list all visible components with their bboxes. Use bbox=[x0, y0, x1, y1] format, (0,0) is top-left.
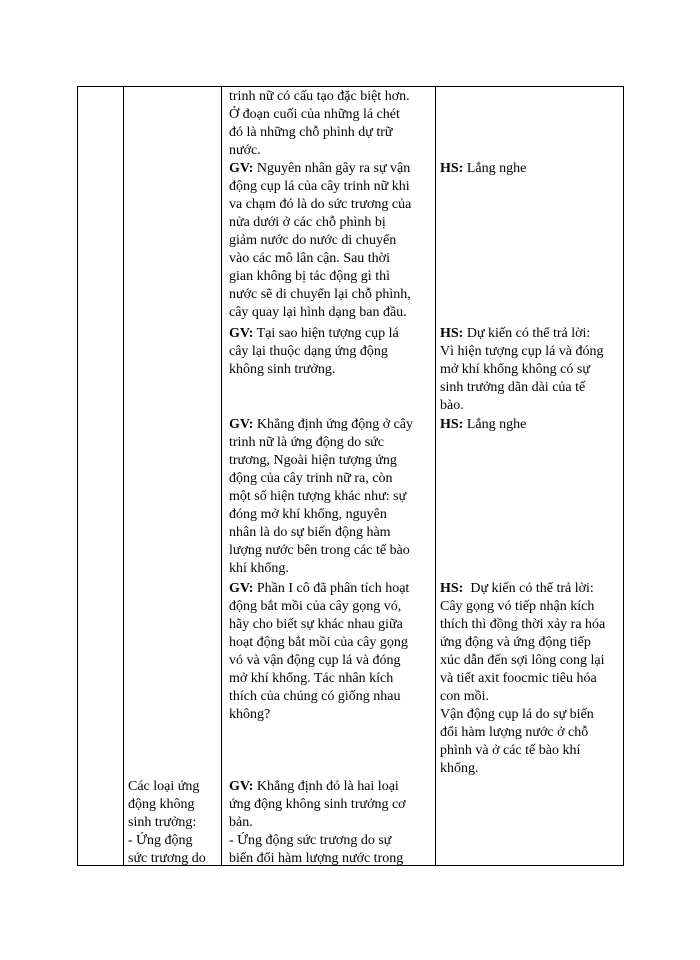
text-span: Lắng nghe bbox=[466, 161, 527, 176]
text-line: giảm nước do nước di chuyển bbox=[229, 233, 397, 248]
text-span: Khẳng định ứng động ở cây bbox=[256, 417, 414, 432]
text-line: khổng. bbox=[440, 761, 479, 776]
gv-label: GV: bbox=[229, 581, 254, 596]
text-line: khí khổng. bbox=[229, 561, 289, 576]
text-line: Ở đoạn cuối của những lá chét bbox=[229, 107, 400, 122]
hs-label: HS: bbox=[440, 326, 464, 341]
column-divider bbox=[435, 87, 436, 865]
text-line: gian không bị tác động gì thì bbox=[229, 269, 390, 284]
text-line: sinh trưởng dãn dài của tế bbox=[440, 380, 586, 395]
text-span: Nguyên nhân gây ra sự vận bbox=[256, 161, 411, 176]
column-divider bbox=[221, 87, 222, 865]
text-line: - Ứng động bbox=[128, 833, 193, 848]
text-span: Phần I cô đã phân tích hoạt bbox=[256, 581, 410, 596]
text-line: vào các mô lân cận. Sau thời bbox=[229, 251, 390, 266]
lesson-table bbox=[77, 86, 624, 866]
gv-label: GV: bbox=[229, 161, 254, 176]
text-line bbox=[440, 580, 620, 598]
text-line: động cụp lá của cây trinh nữ khi bbox=[229, 179, 410, 194]
gv-label: GV: bbox=[229, 417, 254, 432]
text-line: sinh trưởng: bbox=[128, 815, 197, 830]
text-line: không? bbox=[229, 707, 271, 722]
teacher-cell bbox=[229, 778, 429, 868]
teacher-cell bbox=[229, 416, 429, 578]
text-line bbox=[229, 416, 429, 434]
text-line: và tiết axit foocmic tiêu hóa bbox=[440, 671, 597, 686]
student-cell bbox=[440, 416, 620, 434]
hs-label: HS: bbox=[440, 581, 464, 596]
gv-label: GV: bbox=[229, 779, 254, 794]
text-line: hãy cho biết sự khác nhau giữa bbox=[229, 617, 403, 632]
column-divider bbox=[123, 87, 124, 865]
text-line: động của cây trinh nữ ra, còn bbox=[229, 471, 393, 486]
text-line: lượng nước bên trong các tế bào bbox=[229, 543, 410, 558]
text-line: va chạm đó là do sức trương của bbox=[229, 197, 412, 212]
text-line bbox=[440, 160, 620, 178]
text-line: biến đổi hàm lượng nước trong bbox=[229, 851, 404, 866]
text-line: mở khí khổng không có sự bbox=[440, 362, 590, 377]
student-cell bbox=[440, 580, 620, 778]
text-line: trinh nữ có cấu tạo đặc biệt hơn. bbox=[229, 89, 410, 104]
text-line bbox=[229, 325, 429, 343]
text-line: thích thì đồng thời xảy ra hóa bbox=[440, 617, 606, 632]
content-cell bbox=[128, 778, 220, 868]
text-line: con mồi. bbox=[440, 689, 489, 704]
text-line bbox=[229, 778, 429, 796]
text-line: Cây gọng vó tiếp nhận kích bbox=[440, 599, 595, 614]
text-line: đó là những chỗ phình dự trữ bbox=[229, 125, 393, 140]
text-line bbox=[229, 160, 429, 178]
text-line bbox=[440, 325, 620, 343]
hs-label: HS: bbox=[440, 417, 464, 432]
text-line bbox=[229, 580, 429, 598]
text-line: nước. bbox=[229, 143, 261, 158]
text-line: hoạt động bắt mồi của cây gọng bbox=[229, 635, 408, 650]
text-line: trinh nữ là ứng động do sức bbox=[229, 435, 384, 450]
text-line: động bắt mồi của cây gọng vó, bbox=[229, 599, 402, 614]
text-line: mở khí khổng. Tác nhân kích bbox=[229, 671, 394, 686]
text-line: nhân là do sự biến động hàm bbox=[229, 525, 391, 540]
text-span: Khẳng định đó là hai loại bbox=[256, 779, 399, 794]
text-line: không sinh trưởng. bbox=[229, 362, 336, 377]
gv-label: GV: bbox=[229, 326, 254, 341]
text-line: - Ứng động sức trương do sự bbox=[229, 833, 392, 848]
text-line: phình và ở các tế bào khí bbox=[440, 743, 581, 758]
text-line bbox=[440, 416, 620, 434]
teacher-cell bbox=[229, 325, 429, 379]
text-line: nước sẽ di chuyển lại chỗ phình, bbox=[229, 287, 411, 302]
text-line: bào. bbox=[440, 398, 464, 413]
text-line: xúc dẫn đến sợi lông cong lại bbox=[440, 653, 605, 668]
text-line: Vì hiện tượng cụp lá và đóng bbox=[440, 344, 604, 359]
text-span: Dự kiến có thể trả lời: bbox=[466, 326, 591, 341]
text-line: vó và vận động cụp lá và đóng bbox=[229, 653, 401, 668]
text-line: đổi hàm lượng nước ở chỗ bbox=[440, 725, 589, 740]
text-line: ứng động và ứng động tiếp bbox=[440, 635, 591, 650]
text-line: trương, Ngoài hiện tượng ứng bbox=[229, 453, 397, 468]
teacher-cell bbox=[229, 88, 429, 160]
text-line: Vận động cụp lá do sự biến bbox=[440, 707, 594, 722]
text-line: ứng động không sinh trưởng cơ bbox=[229, 797, 406, 812]
text-line: nửa dưới ở các chỗ phình bị bbox=[229, 215, 386, 230]
text-line: một số hiện tượng khác như: sự bbox=[229, 489, 407, 504]
student-cell bbox=[440, 325, 620, 415]
text-span: Lắng nghe bbox=[466, 417, 527, 432]
teacher-cell bbox=[229, 160, 429, 322]
text-line: động không bbox=[128, 797, 195, 812]
text-line: cây lại thuộc dạng ứng động bbox=[229, 344, 388, 359]
hs-label: HS: bbox=[440, 161, 464, 176]
teacher-cell bbox=[229, 580, 429, 724]
text-line: thích của chúng có giống nhau bbox=[229, 689, 401, 704]
text-line: bản. bbox=[229, 815, 253, 830]
student-cell bbox=[440, 160, 620, 178]
text-span: Tại sao hiện tượng cụp lá bbox=[256, 326, 399, 341]
text-span: Dự kiến có thể trả lời: bbox=[470, 581, 594, 596]
text-line: Các loại ứng bbox=[128, 779, 200, 794]
text-line: đóng mở khí khổng, nguyên bbox=[229, 507, 387, 522]
text-line: cây quay lại hình dạng ban đầu. bbox=[229, 305, 407, 320]
text-line: sức trương do bbox=[128, 851, 206, 866]
